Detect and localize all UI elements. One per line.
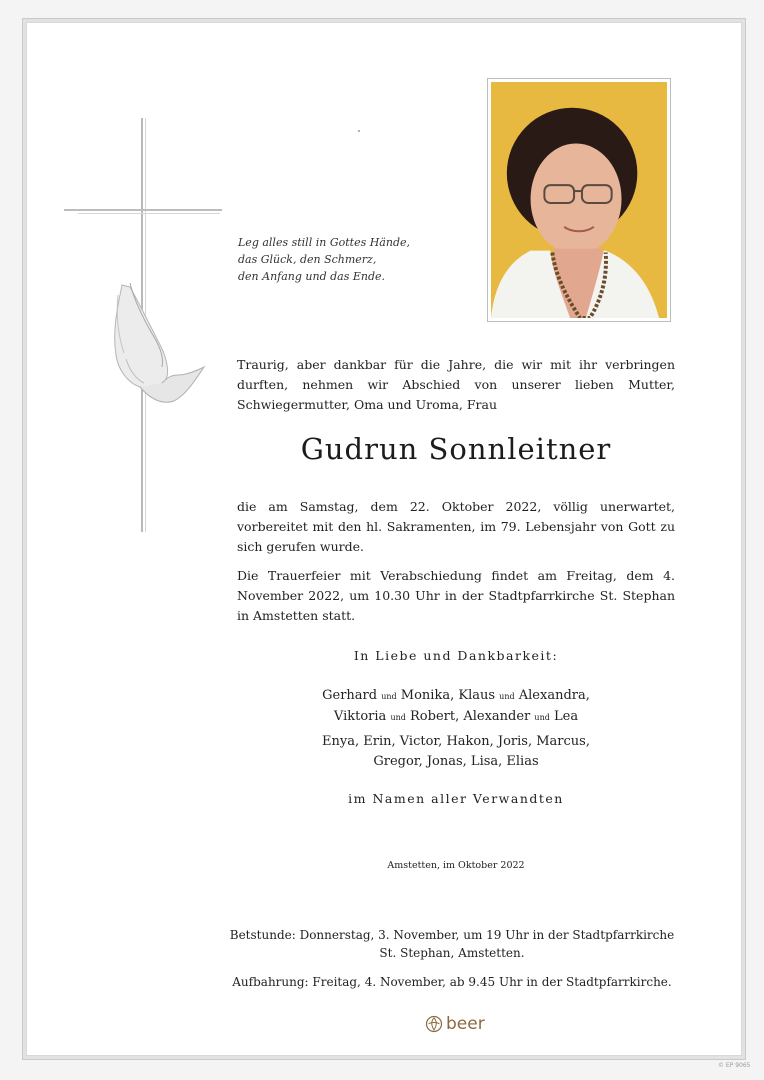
conjunction: und	[534, 713, 550, 722]
viewing-info: Aufbahrung: Freitag, 4. November, ab 9.45 Uhr in der Stadtpfarrkirche.	[232, 975, 672, 989]
thanks-heading: In Liebe und Dankbarkeit:	[353, 648, 559, 663]
verse-line: Leg alles still in Gottes Hände,	[238, 236, 410, 249]
conjunction: und	[381, 692, 397, 701]
beer-logo	[425, 1013, 485, 1035]
verse-line: das Glück, den Schmerz,	[238, 253, 377, 266]
watermark: © EP 9065	[718, 1062, 751, 1069]
conjunction: und	[499, 692, 515, 701]
prayer-line: Betstunde: Donnerstag, 3. November, um 19 Uhr in der Stadtpfarrkirche	[229, 928, 675, 942]
family-line	[237, 686, 675, 707]
logo-flower-icon	[425, 1015, 443, 1033]
logo-text: beer	[446, 1014, 485, 1034]
death-notice: die am Samstag, dem 22. Oktober 2022, völlig unerwartet, vorbereitet mit den hl. Sakramenten, im 79. Lebensjahr von Gott zu sich gerufen wurde.	[237, 499, 675, 554]
family-name: Alexandra,	[518, 688, 590, 703]
cross-bar	[64, 209, 222, 211]
children-list	[237, 686, 675, 728]
funeral-info: Die Trauerfeier mit Verabschiedung findet am Freitag, dem 4. November 2022, um 10.30 Uhr in der Stadtpfarrkirche St. Stephan in Amstetten statt.	[237, 568, 675, 623]
portrait-photo	[491, 82, 667, 318]
place-date: Amstetten, im Oktober 2022	[387, 860, 525, 871]
family-line	[237, 707, 675, 728]
verse-line: den Anfang und das Ende.	[238, 270, 386, 283]
intro-text: Traurig, aber dankbar für die Jahre, die wir mit ihr verbringen durften, nehmen wir Abschied von unserer lieben Mutter, Schwiegermutter, Oma und Uroma, Frau	[237, 357, 675, 412]
family-name: Viktoria	[333, 709, 387, 724]
deceased-name: Gudrun Sonnleitner	[300, 432, 612, 466]
cross-bar-shadow	[78, 213, 220, 214]
praying-hands-icon	[100, 275, 210, 415]
portrait-frame	[487, 78, 671, 322]
family-name: Lea	[554, 709, 579, 724]
grandchildren-list	[237, 732, 675, 772]
speck	[358, 130, 360, 132]
on-behalf-text: im Namen aller Verwandten	[348, 791, 564, 806]
prayer-line: St. Stephan, Amstetten.	[379, 946, 525, 960]
family-name: Monika, Klaus	[400, 688, 496, 703]
family-name: Gerhard	[322, 688, 378, 703]
prayer-hour	[222, 926, 682, 962]
family-name: Robert, Alexander	[410, 709, 531, 724]
verse	[238, 234, 438, 285]
conjunction: und	[390, 713, 406, 722]
grandchildren-line: Enya, Erin, Victor, Hakon, Joris, Marcus,	[322, 734, 590, 749]
grandchildren-line: Gregor, Jonas, Lisa, Elias	[373, 754, 539, 769]
